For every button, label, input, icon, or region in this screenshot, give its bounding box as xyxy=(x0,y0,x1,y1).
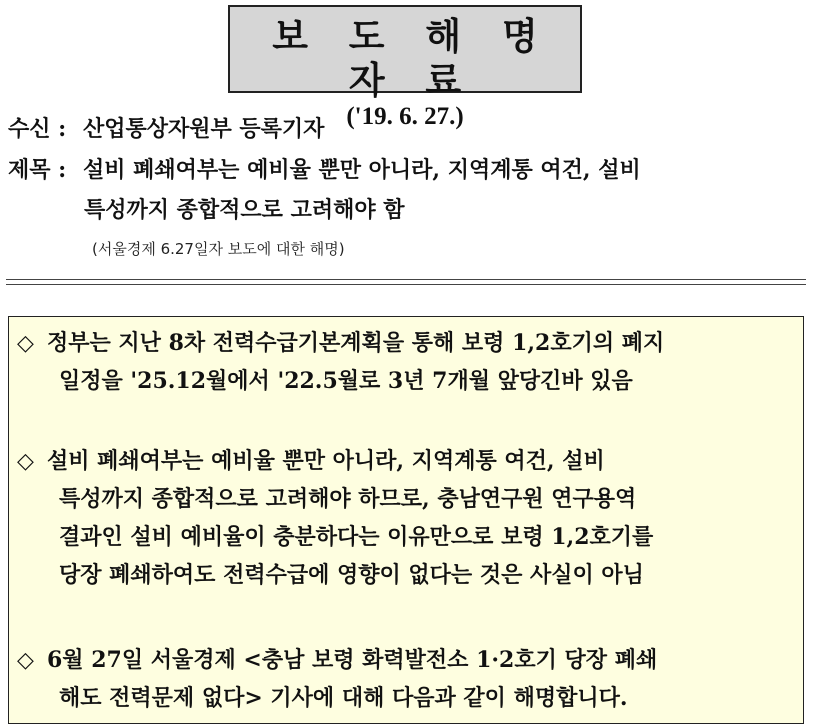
subject-note: (서울경제 6.27일자 보도에 대한 해명) xyxy=(92,240,345,258)
document-title-box xyxy=(228,5,582,130)
bullet-2-line-2: 특성까지 종합적으로 고려해야 하므로, 충남연구원 연구용역 xyxy=(59,486,637,512)
diamond-bullet-icon: ◇ xyxy=(17,449,34,474)
subject-line-2: 특성까지 종합적으로 고려해야 함 xyxy=(84,197,405,223)
subject-row xyxy=(8,155,641,185)
bullet-2 xyxy=(17,442,605,481)
subject-line-1: 설비 폐쇄여부는 예비율 뿐만 아니라, 지역계통 여건, 설비 xyxy=(83,157,641,183)
document-title: 보 도 해 명 자 료 xyxy=(272,14,552,102)
bullet-2-line-3: 결과인 설비 예비율이 충분하다는 이유만으로 보령 1,2호기를 xyxy=(59,524,654,550)
bullet-3-line-2: 해도 전력문제 없다> 기사에 대해 다음과 같이 해명합니다. xyxy=(59,685,628,711)
diamond-bullet-icon: ◇ xyxy=(17,331,34,356)
diamond-bullet-icon: ◇ xyxy=(17,648,34,673)
recipient-row xyxy=(8,114,324,144)
bullet-1 xyxy=(17,324,664,363)
bullet-2-line-1: 설비 폐쇄여부는 예비율 뿐만 아니라, 지역계통 여건, 설비 xyxy=(47,448,605,474)
recipient-label: 수신 : xyxy=(8,116,67,142)
bullet-3 xyxy=(17,641,657,680)
bullet-2-line-4: 당장 폐쇄하여도 전력수급에 영향이 없다는 것은 사실이 아님 xyxy=(59,562,644,588)
bullet-1-line-1: 정부는 지난 8차 전력수급기본계획을 통해 보령 1,2호기의 폐지 xyxy=(47,330,665,356)
explanation-box xyxy=(8,316,804,724)
recipient-value: 산업통상자원부 등록기자 xyxy=(83,116,325,142)
bullet-3-line-1: 6월 27일 서울경제 <충남 보령 화력발전소 1·2호기 당장 폐쇄 xyxy=(47,647,658,673)
section-divider xyxy=(6,279,806,285)
subject-label: 제목 : xyxy=(8,157,67,183)
bullet-1-line-2: 일정을 '25.12월에서 '22.5월로 3년 7개월 앞당긴바 있음 xyxy=(59,368,633,394)
document-date: ('19. 6. 27.) xyxy=(346,103,464,130)
